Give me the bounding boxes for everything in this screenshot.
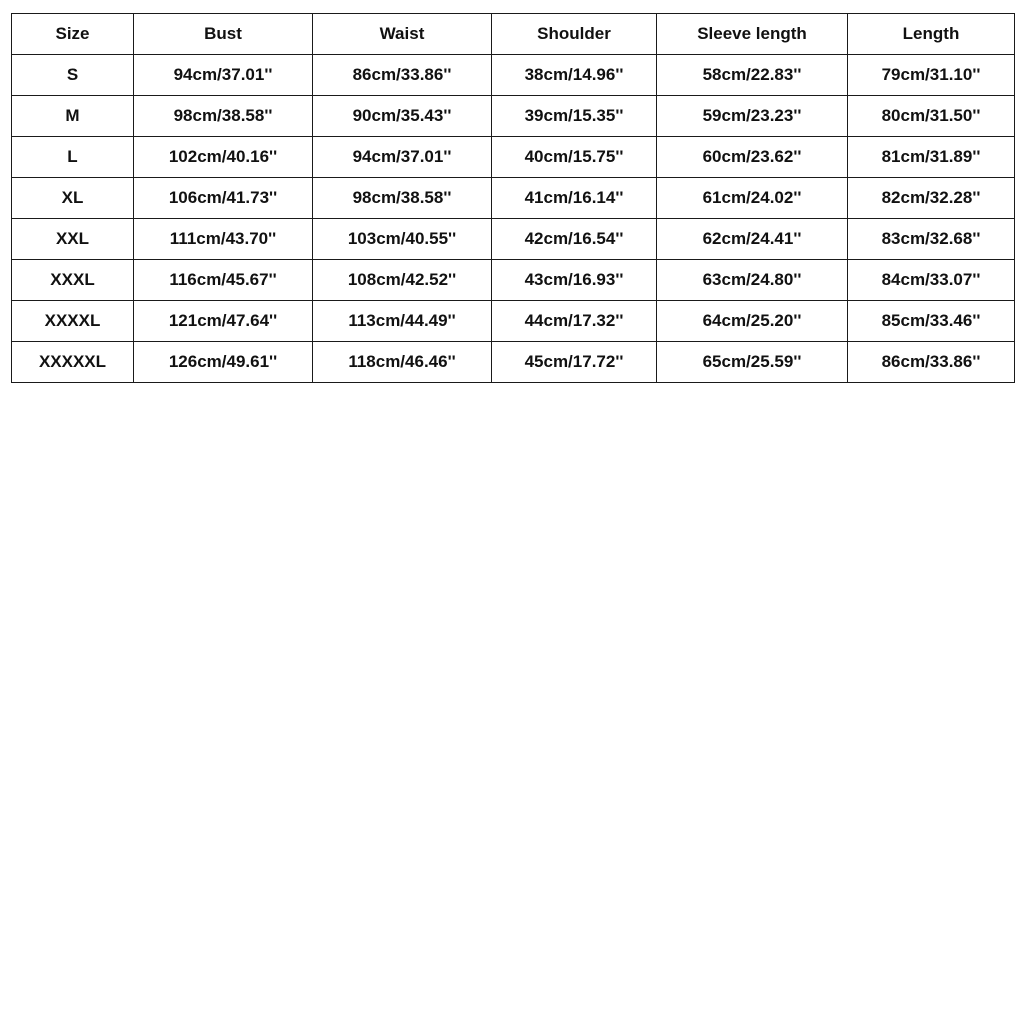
cell-waist: 98cm/38.58'' — [313, 178, 492, 219]
cell-length: 80cm/31.50'' — [848, 96, 1015, 137]
cell-length: 82cm/32.28'' — [848, 178, 1015, 219]
cell-shoulder: 43cm/16.93'' — [492, 260, 657, 301]
cell-sleeve-length: 61cm/24.02'' — [657, 178, 848, 219]
cell-length: 83cm/32.68'' — [848, 219, 1015, 260]
cell-sleeve-length: 60cm/23.62'' — [657, 137, 848, 178]
table-header — [12, 14, 1015, 55]
cell-sleeve-length: 64cm/25.20'' — [657, 301, 848, 342]
cell-bust: 106cm/41.73'' — [134, 178, 313, 219]
header-size: Size — [12, 14, 134, 55]
header-row — [12, 14, 1015, 55]
cell-length: 85cm/33.46'' — [848, 301, 1015, 342]
cell-bust: 116cm/45.67'' — [134, 260, 313, 301]
size-chart-table — [11, 13, 1015, 383]
cell-shoulder: 44cm/17.32'' — [492, 301, 657, 342]
cell-waist: 90cm/35.43'' — [313, 96, 492, 137]
cell-size: S — [12, 55, 134, 96]
table-row — [12, 219, 1015, 260]
cell-bust: 94cm/37.01'' — [134, 55, 313, 96]
table-row — [12, 137, 1015, 178]
cell-waist: 86cm/33.86'' — [313, 55, 492, 96]
cell-size: M — [12, 96, 134, 137]
table-row — [12, 96, 1015, 137]
cell-size: L — [12, 137, 134, 178]
cell-shoulder: 39cm/15.35'' — [492, 96, 657, 137]
cell-bust: 98cm/38.58'' — [134, 96, 313, 137]
cell-length: 79cm/31.10'' — [848, 55, 1015, 96]
cell-size: XXXXXL — [12, 342, 134, 383]
cell-sleeve-length: 59cm/23.23'' — [657, 96, 848, 137]
cell-size: XL — [12, 178, 134, 219]
cell-length: 81cm/31.89'' — [848, 137, 1015, 178]
cell-waist: 118cm/46.46'' — [313, 342, 492, 383]
cell-sleeve-length: 62cm/24.41'' — [657, 219, 848, 260]
cell-waist: 94cm/37.01'' — [313, 137, 492, 178]
cell-bust: 126cm/49.61'' — [134, 342, 313, 383]
cell-sleeve-length: 63cm/24.80'' — [657, 260, 848, 301]
header-waist: Waist — [313, 14, 492, 55]
cell-size: XXXXL — [12, 301, 134, 342]
cell-sleeve-length: 65cm/25.59'' — [657, 342, 848, 383]
cell-waist: 113cm/44.49'' — [313, 301, 492, 342]
cell-sleeve-length: 58cm/22.83'' — [657, 55, 848, 96]
table-row — [12, 260, 1015, 301]
cell-size: XXL — [12, 219, 134, 260]
cell-bust: 111cm/43.70'' — [134, 219, 313, 260]
table-row — [12, 301, 1015, 342]
cell-waist: 108cm/42.52'' — [313, 260, 492, 301]
header-bust: Bust — [134, 14, 313, 55]
cell-shoulder: 42cm/16.54'' — [492, 219, 657, 260]
cell-length: 86cm/33.86'' — [848, 342, 1015, 383]
cell-size: XXXL — [12, 260, 134, 301]
cell-bust: 102cm/40.16'' — [134, 137, 313, 178]
header-sleeve-length: Sleeve length — [657, 14, 848, 55]
header-shoulder: Shoulder — [492, 14, 657, 55]
cell-length: 84cm/33.07'' — [848, 260, 1015, 301]
table-row — [12, 342, 1015, 383]
cell-shoulder: 40cm/15.75'' — [492, 137, 657, 178]
cell-shoulder: 45cm/17.72'' — [492, 342, 657, 383]
table-row — [12, 178, 1015, 219]
header-length: Length — [848, 14, 1015, 55]
cell-waist: 103cm/40.55'' — [313, 219, 492, 260]
table-body — [12, 55, 1015, 383]
cell-shoulder: 41cm/16.14'' — [492, 178, 657, 219]
cell-bust: 121cm/47.64'' — [134, 301, 313, 342]
table-row — [12, 55, 1015, 96]
cell-shoulder: 38cm/14.96'' — [492, 55, 657, 96]
